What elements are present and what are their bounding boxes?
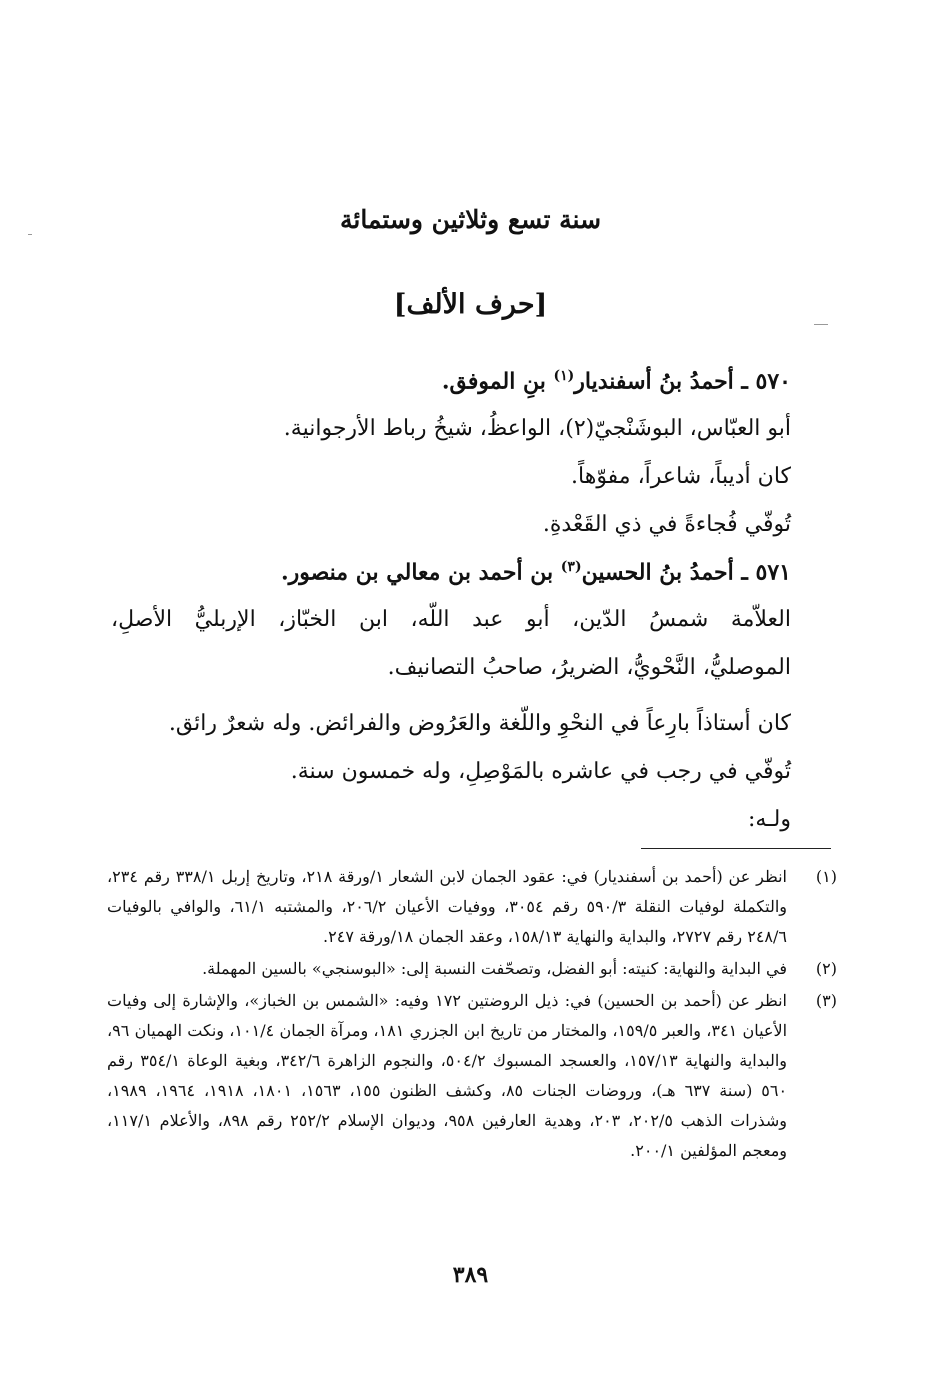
entry-570-line-3: تُوفّي فُجاءةً في ذي القَعْدةِ. [542, 512, 791, 538]
footnote-1-number: (١) [815, 867, 837, 886]
footnote-2-number: (٢) [815, 959, 837, 978]
entry-571-line-1: العلاّمة شمسُ الدّين، أبو عبد اللّه، ابن الخبّاز، الإربليُّ الأصلِ، [111, 607, 791, 633]
entry-571 [111, 543, 791, 844]
entry-570 [151, 352, 791, 549]
footnote-2 [107, 954, 837, 984]
scan-mark [814, 324, 828, 325]
footnote-ref-3: (٣) [560, 559, 582, 575]
footnote-1 [107, 862, 837, 952]
entry-571-name: ٥٧١ ـ أحمدُ بنُ الحسين [581, 559, 791, 586]
footnote-separator [641, 848, 831, 849]
footnote-3 [107, 986, 837, 1166]
entry-571-name-tail: بن أحمد بن معالي بن منصور. [280, 559, 554, 586]
entry-570-line-2: كان أديباً، شاعراً، مفوّهاً. [571, 464, 791, 490]
footnote-3-text: انظر عن (أحمد بن الحسين) في: ذيل الروضتين ١٧٢ وفيه: «الشمس بن الخباز»، والإشارة إلى وفيات الأعيان ٣٤١، والعبر ١٥٩/٥، والمختار من تاريخ ابن الجزري ١٨١، ومرآة الجمان ١٠١/٤، ونكت الهميان ٩٦، والبداية والنهاية ١٥٧/١٣، والعسجد المسبوك ٥٠٤/٢، والنجوم الزاهرة ٣٤٢/٦، وبغية الوعاة ٣٥٤/١ رقم ٥٦٠ (سنة ٦٣٧ هـ)، وروضات الجنات ٨٥، وكشف الظنون ١٥٥، ١٥٦٣، ١٨٠١، ١٩١٨، ١٩٦٤، ١٩٨٩، وشذرات الذهب ٢٠٢/٥، ٢٠٣، وهدية العارفين ٩٥٨، وديوان الإسلام ٢٥٢/٢ رقم ٨٩٨، والأعلام ١١٧/١، ومعجم المؤلفين ٢٠٠/١. [107, 991, 788, 1160]
entry-571-line-2: الموصليُّ، النَّحْويُّ، الضريرُ، صاحبُ التصانيف. [387, 655, 791, 681]
scan-speck [28, 234, 32, 235]
entry-571-heading [151, 543, 791, 596]
entry-571-line-3: كان أستاذاً بارِعاً في النحْوِ واللّغة والعَرُوض والفرائض. وله شعرٌ رائق. [168, 711, 791, 737]
page-number: ٣٨٩ [452, 1262, 489, 1288]
footnote-ref-1: (١) [553, 368, 575, 384]
footnotes [107, 862, 837, 1168]
year-heading: سنة تسع وثلاثين وستمائة [339, 205, 602, 234]
footnote-2-text: في البداية والنهاية: كنيته: أبو الفضل، وتصحّفت النسبة إلى: «البوسنجي» بالسين المهملة. [202, 959, 787, 978]
footnote-3-number: (٣) [815, 991, 837, 1010]
entry-570-line-1: أبو العبّاس، البوشَنْجيّ(٢)، الواعظُ، شيخُ رباط الأرجوانية. [283, 416, 791, 442]
entry-570-name: ٥٧٠ ـ أحمدُ بنُ أسفنديار [574, 368, 791, 395]
entry-570-name-tail: بنِ الموفق. [441, 368, 546, 395]
entry-570-heading [151, 352, 791, 405]
section-heading: [حرف الألف] [393, 289, 548, 320]
entry-571-line-4: تُوفّي في رجب في عاشره بالمَوْصِلِ، وله خمسون سنة. [290, 759, 791, 785]
footnote-1-text: انظر عن (أحمد بن أسفنديار) في: عقود الجمان لابن الشعار ١/ورقة ٢١٨، وتاريخ إربل ٣٣٨/١ رقم ٢٣٤، والتكملة لوفيات النقلة ٥٩٠/٣ رقم ٣٠٥٤، ووفيات الأعيان ٢٠٦/٢، والمشتبه ٦١/١، والوافي بالوفيات ٢٤٨/٦ رقم ٢٧٢٧، والبداية والنهاية ١٥٨/١٣، وعقد الجمان ١٨/ورقة ٢٤٧. [107, 867, 787, 946]
entry-571-line-5: ولـه: [748, 807, 791, 833]
